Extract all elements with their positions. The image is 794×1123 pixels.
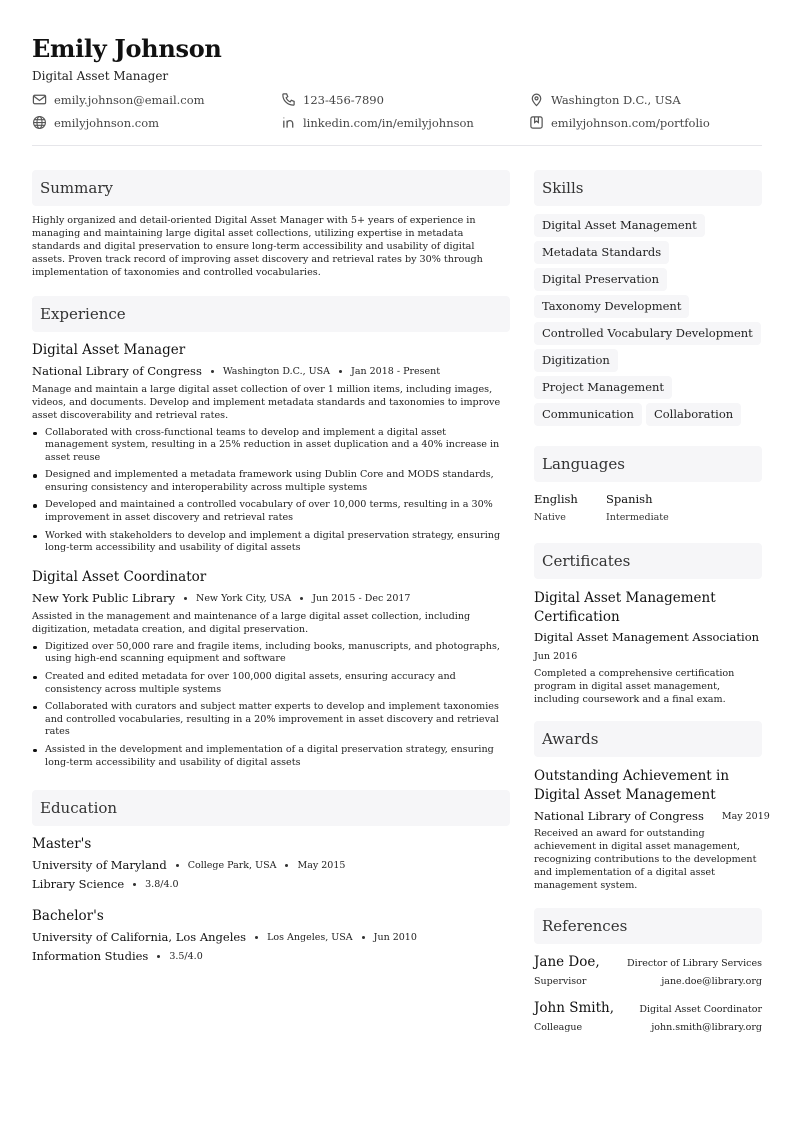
header-divider [32,145,762,146]
certificate-date: Jun 2016 [534,651,578,662]
separator-dot [300,597,303,600]
field-of-study: Information Studies [32,949,149,964]
location-icon [529,92,544,107]
section-heading: Education [32,790,510,826]
job-entry [32,342,510,555]
job-entry [32,569,510,769]
separator-dot [184,597,187,600]
separator-dot [211,370,214,373]
job-location: Washington D.C., USA [222,365,331,377]
award-org: National Library of Congress [534,809,704,823]
degree: Master's [32,836,92,853]
section-heading: Experience [32,296,510,332]
gpa: 3.5/4.0 [169,950,203,962]
job-dates: Jan 2018 - Present [351,365,441,377]
contact-portfolio[interactable] [529,115,710,130]
separator-dot [176,864,179,867]
reference-entry [534,1000,762,1033]
gpa: 3.8/4.0 [145,878,179,890]
phone-icon [281,92,296,107]
section-heading: Summary [32,170,510,206]
school-location: Los Angeles, USA [267,931,353,943]
skill-chip: Digitization [534,349,618,372]
separator-dot [285,864,288,867]
job-location: New York City, USA [196,592,292,604]
reference-name: John Smith, [534,1000,614,1016]
skill-chip: Controlled Vocabulary Development [534,322,761,345]
field-of-study: Library Science [32,877,125,892]
section-heading: References [534,908,762,944]
separator-dot [157,955,160,958]
language-name: English [534,492,578,506]
education-field [32,877,510,891]
candidate-name: Emily Johnson [32,34,222,63]
list-item: Worked with stakeholders to develop and implement a digital preservation strategy, ensuring long-term accessibility and usability of digital assets [32,530,510,556]
job-title: Digital Asset Manager [32,342,186,358]
separator-dot [362,936,365,939]
graduation-date: May 2015 [297,859,346,871]
job-title: Digital Asset Coordinator [32,569,207,586]
list-item: Collaborated with curators and subject matter experts to develop and implement taxonomies and controlled vocabularies, resulting in a 20% improvement in asset discovery and retrieval rates [32,701,510,739]
reference-entry [534,954,762,987]
award-date: May 2019 [721,810,770,822]
contact-email[interactable] [32,92,205,107]
job-meta [32,591,510,605]
job-dates: Jun 2015 - Dec 2017 [312,592,411,604]
reference-header [534,1000,762,1016]
reference-name: Jane Doe, [534,954,600,970]
contact-linkedin[interactable] [281,115,474,130]
language-name: Spanish [606,492,653,506]
job-description: Manage and maintain a large digital asset collection of over 1 million items, including images, videos, and documents. Develop and implement metadata standards and taxonomies to improve asset discoverability and retrieval rates. [32,384,501,421]
skills-section [534,170,762,430]
list-item: Developed and maintained a controlled vocabulary of over 10,000 terms, resulting in a 30% improvement in asset discovery and retrieval rates [32,499,510,525]
contact-location [529,92,681,107]
globe-icon [32,115,47,130]
certificate-entry [534,589,762,706]
education-meta [32,858,510,872]
section-heading: Skills [534,170,762,206]
section-heading: Languages [534,446,762,482]
skill-chip: Metadata Standards [534,241,669,264]
certificate-title: Digital Asset Management Certification [534,590,716,625]
languages-section [534,446,762,523]
education-field [32,949,510,963]
sidebar-column [534,170,770,1033]
job-bullets [32,641,510,770]
language-level: Intermediate [606,512,669,523]
resume-page [32,0,770,1123]
skill-chip: Digital Asset Management [534,214,705,237]
contact-linkedin-text: linkedin.com/in/emilyjohnson [303,115,474,130]
award-entry [534,767,770,892]
job-meta [32,364,510,378]
education-entry [32,908,510,963]
skill-chip: Taxonomy Development [534,295,689,318]
contact-portfolio-text: emilyjohnson.com/portfolio [551,115,710,130]
reference-details [534,976,762,987]
certificates-section [534,543,762,706]
reference-position: Digital Asset Coordinator [639,1004,762,1015]
candidate-role: Digital Asset Manager [32,69,169,83]
main-column [32,170,510,963]
contact-website[interactable] [32,115,159,130]
school: University of California, Los Angeles [32,930,247,945]
section-heading: Certificates [534,543,762,579]
list-item: Created and edited metadata for over 100,000 digital assets, ensuring accuracy and consistency across multiple systems [32,671,510,697]
education-entry [32,836,510,891]
language-level: Native [534,512,566,523]
language-item [606,492,678,523]
graduation-date: Jun 2010 [373,931,417,943]
award-meta [534,809,770,823]
list-item: Assisted in the development and implementation of a digital preservation strategy, ensuring long-term accessibility and usability of digital assets [32,744,510,770]
awards-section [534,721,770,892]
skills-list [534,214,762,430]
contact-phone[interactable] [281,92,384,107]
separator-dot [255,936,258,939]
degree: Bachelor's [32,908,104,925]
separator-dot [339,370,342,373]
skill-chip: Project Management [534,376,672,399]
language-item [534,492,606,523]
separator-dot [133,883,136,886]
school-location: College Park, USA [187,859,277,871]
contact-website-text: emilyjohnson.com [54,115,160,130]
summary-section [32,170,510,279]
education-meta [32,930,510,944]
job-org: National Library of Congress [32,364,202,378]
list-item: Designed and implemented a metadata framework using Dublin Core and MODS standards, ensuring consistency and interoperability across multiple systems [32,469,510,495]
job-bullets [32,427,510,556]
list-item: Digitized over 50,000 rare and fragile items, including books, manuscripts, and photographs, using high-end scanning equipment and software [32,641,510,667]
award-description: Received an award for outstanding achievement in digital asset management, recognizing contributions to the development and implementation of a digital asset management system. [534,828,757,891]
contact-location-text: Washington D.C., USA [551,92,681,107]
languages-list [534,492,762,523]
contact-phone-text: 123-456-7890 [303,92,384,107]
reference-email[interactable]: john.smith@library.org [651,1022,762,1033]
job-description: Assisted in the management and maintenance of a large digital asset collection, including digitization, metadata creation, and digital preservation. [32,611,471,636]
certificate-issuer: Digital Asset Management Association [534,630,760,644]
reference-email[interactable]: jane.doe@library.org [661,976,762,987]
award-title: Outstanding Achievement in Digital Asset Management [534,768,730,803]
skill-chip: Communication [534,403,642,426]
reference-relation: Colleague [534,1022,583,1033]
summary-text: Highly organized and detail-oriented Digital Asset Manager with 5+ years of experience in managing and maintaining large digital asset collections, utilizing expertise in metadata standards and digital preservation to ensure long-term accessibility and usability of digital assets. Proven track record of improving asset discovery and retrieval rates by 30% through implementation of taxonomies and controlled vocabularies. [32,215,483,278]
reference-header [534,954,762,970]
contact-email-text: emily.johnson@email.com [54,92,205,107]
linkedin-icon [281,115,296,130]
skill-chip: Digital Preservation [534,268,667,291]
certificate-description: Completed a comprehensive certification program in digital asset management, including coursework and a final exam. [534,668,735,705]
education-section [32,790,510,963]
portfolio-icon [529,115,544,130]
reference-details [534,1022,762,1033]
reference-position: Director of Library Services [627,958,762,969]
email-icon [32,92,47,107]
section-heading: Awards [534,721,762,757]
job-org: New York Public Library [32,591,175,606]
list-item: Collaborated with cross-functional teams to develop and implement a digital asset management system, resulting in a 25% reduction in asset duplication and a 40% increase in asset reuse [32,427,510,465]
references-section [534,908,762,1033]
reference-relation: Supervisor [534,976,587,987]
school: University of Maryland [32,858,167,873]
skill-chip: Collaboration [646,403,741,426]
experience-section [32,296,510,769]
